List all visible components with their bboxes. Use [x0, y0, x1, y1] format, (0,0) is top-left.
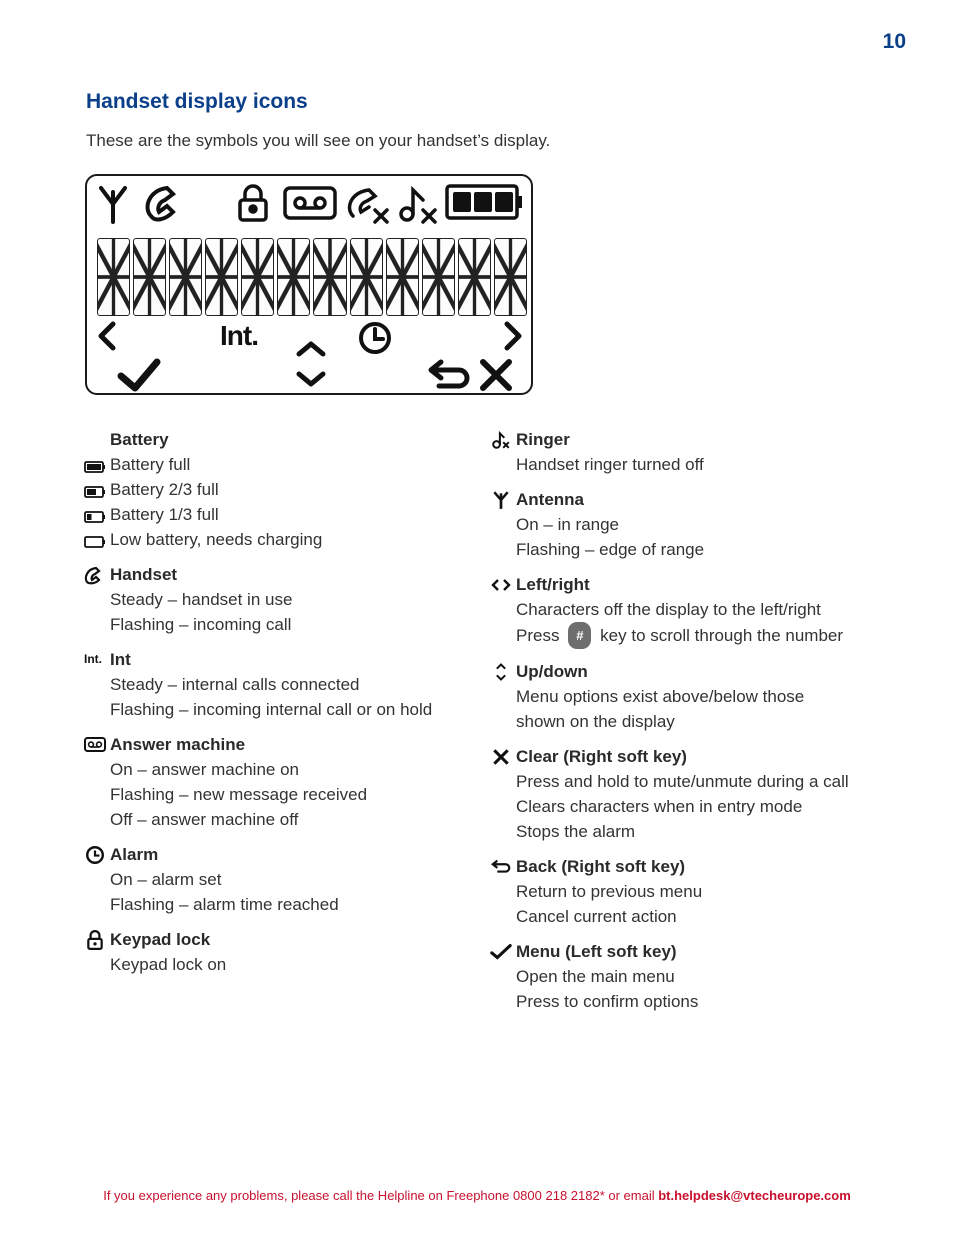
battery-two-thirds-text: Battery 2/3 full: [110, 480, 219, 499]
checkmark-icon: [490, 942, 512, 962]
clear-x-icon: [483, 362, 509, 388]
icon-legend-left: [84, 427, 464, 987]
menu-entry: [490, 939, 890, 1014]
handset-icon: [84, 565, 106, 585]
segment-character: [97, 238, 130, 316]
battery-entry: [84, 427, 464, 552]
entry-line: Flashing – incoming call: [110, 615, 292, 634]
segment-character: [205, 238, 238, 316]
antenna-icon: [490, 490, 512, 510]
battery-low-text: Low battery, needs charging: [110, 530, 323, 549]
keypad-lock-entry: [84, 927, 464, 977]
entry-title: Back (Right soft key): [516, 857, 686, 876]
alarm-entry: [84, 842, 464, 917]
entry-line: Cancel current action: [516, 907, 677, 926]
alarm-icon: [361, 324, 389, 352]
entry-line: Steady – internal calls connected: [110, 675, 360, 694]
icon-legend-right: [490, 427, 890, 1024]
entry-title: Handset: [110, 565, 178, 584]
battery-full-text: Battery full: [110, 455, 191, 474]
entry-line: Open the main menu: [516, 967, 675, 986]
segment-character: [350, 238, 383, 316]
battery-full-icon: [84, 457, 106, 477]
page-title: Handset display icons: [86, 90, 308, 113]
clear-x-icon: [490, 747, 512, 767]
helpline-footer: [0, 1188, 954, 1203]
segment-character: [458, 238, 491, 316]
entry-title: Left/right: [516, 575, 590, 594]
keypad-lock-icon: [84, 930, 106, 950]
answer-machine-entry: [84, 732, 464, 832]
segment-character: [241, 238, 274, 316]
entry-title: Alarm: [110, 845, 159, 864]
battery-full-icon: [447, 186, 522, 218]
chevron-left-icon: [101, 324, 113, 348]
press-text: Press: [516, 626, 560, 645]
segment-character: [133, 238, 166, 316]
entry-line: Press and hold to mute/unmute during a call: [516, 772, 849, 791]
entry-line: Flashing – alarm time reached: [110, 895, 339, 914]
chevron-down-icon: [299, 374, 323, 384]
back-arrow-icon: [490, 857, 512, 877]
entry-title: Answer machine: [110, 735, 246, 754]
chevron-up-icon: [299, 344, 323, 354]
entry-title: Antenna: [516, 490, 584, 509]
antenna-icon: [101, 188, 125, 222]
handset-off-icon: [350, 190, 387, 222]
entry-title: Clear (Right soft key): [516, 747, 687, 766]
battery-full-line: [110, 452, 464, 477]
up-down-chevrons-icon: [490, 662, 512, 682]
entry-line: On – in range: [516, 515, 620, 534]
entry-title: Battery: [110, 430, 169, 449]
left-right-chevrons-icon: [490, 575, 512, 595]
entry-title: Ringer: [516, 430, 570, 449]
back-entry: [490, 854, 890, 929]
segment-character: [169, 238, 202, 316]
entry-line: Menu options exist above/below those: [516, 687, 805, 706]
keypad-lock-icon: [240, 186, 266, 220]
scroll-text: key to scroll through the number: [600, 626, 844, 645]
handset-display-illustration: [85, 174, 533, 395]
alarm-icon: [84, 845, 106, 865]
clear-entry: [490, 744, 890, 844]
page-number: 10: [882, 30, 906, 53]
battery-one-third-line: [110, 502, 464, 527]
entry-line: Off – answer machine off: [110, 810, 299, 829]
entry-line: Characters off the display to the left/right: [516, 600, 821, 619]
entry-line: Flashing – incoming internal call or on hold: [110, 700, 433, 719]
ringer-off-icon: [401, 190, 435, 222]
entry-title: Keypad lock: [110, 930, 211, 949]
antenna-entry: [490, 487, 890, 562]
int-entry: [84, 647, 464, 722]
segment-character: [277, 238, 310, 316]
segment-character: [386, 238, 419, 316]
int-icon: Int.: [84, 652, 102, 666]
battery-empty-icon: [84, 532, 106, 552]
helpdesk-email[interactable]: bt.helpdesk@vtecheurope.com: [658, 1188, 851, 1203]
ringer-off-icon: [490, 430, 512, 450]
segment-character: [313, 238, 346, 316]
entry-line: Handset ringer turned off: [516, 455, 704, 474]
intro-text: These are the symbols you will see on your handset’s display.: [86, 131, 551, 150]
entry-line: shown on the display: [516, 712, 675, 731]
up-down-entry: [490, 659, 890, 734]
handset-icon: [148, 188, 173, 219]
battery-two-thirds-line: [110, 477, 464, 502]
hash-key-icon: #: [568, 622, 591, 649]
entry-line: Steady – handset in use: [110, 590, 293, 609]
battery-one-third-icon: [84, 507, 106, 527]
checkmark-icon: [121, 362, 157, 388]
battery-two-thirds-icon: [84, 482, 106, 502]
entry-line: Keypad lock on: [110, 955, 227, 974]
answer-machine-icon: [84, 735, 106, 755]
entry-title: Up/down: [516, 662, 588, 681]
entry-title: Int: [110, 650, 131, 669]
entry-line: On – alarm set: [110, 870, 222, 889]
battery-one-third-text: Battery 1/3 full: [110, 505, 219, 524]
entry-line: Stops the alarm: [516, 822, 636, 841]
back-arrow-icon: [431, 362, 467, 386]
chevron-right-icon: [507, 324, 519, 348]
entry-line: Return to previous menu: [516, 882, 703, 901]
entry-line: Flashing – new message received: [110, 785, 368, 804]
segment-character: [494, 238, 527, 316]
segment-character: [422, 238, 455, 316]
left-right-entry: [490, 572, 890, 649]
ringer-entry: [490, 427, 890, 477]
footer-text: If you experience any problems, please call the Helpline on Freephone 0800 218 2182* or email: [103, 1188, 659, 1203]
lcd-int-label: Int.: [220, 320, 258, 351]
answer-machine-icon: [285, 188, 335, 218]
entry-title: Menu (Left soft key): [516, 942, 677, 961]
entry-line: [516, 622, 890, 649]
entry-line: Clears characters when in entry mode: [516, 797, 803, 816]
entry-line: Flashing – edge of range: [516, 540, 705, 559]
entry-line: On – answer machine on: [110, 760, 299, 779]
battery-low-line: [110, 527, 464, 552]
entry-line: Press to confirm options: [516, 992, 699, 1011]
handset-entry: [84, 562, 464, 637]
segment-character-row: [97, 238, 527, 318]
